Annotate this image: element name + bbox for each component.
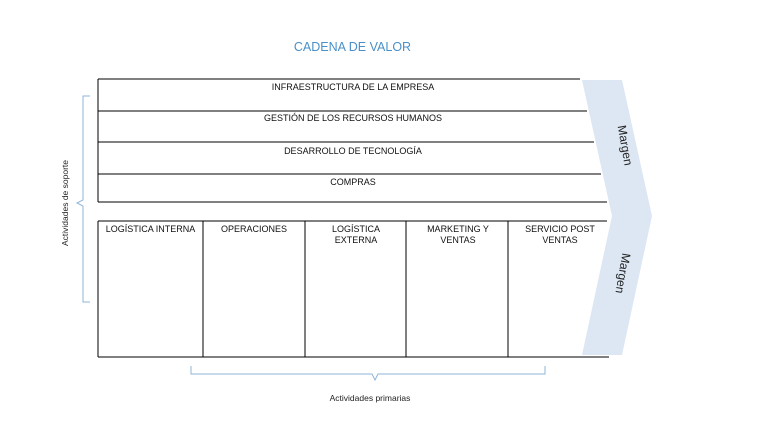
support-row-hr: GESTIÓN DE LOS RECURSOS HUMANOS xyxy=(263,113,443,123)
support-bracket xyxy=(77,96,90,302)
primary-activities-label: Actividades primarias xyxy=(329,393,411,403)
primary-post-sales-service: SERVICIO POST VENTAS xyxy=(525,224,595,245)
support-row-infrastructure: INFRAESTRUCTURA DE LA EMPRESA xyxy=(271,82,435,92)
margin-label-bottom: Margen xyxy=(612,252,634,295)
primary-bracket xyxy=(191,366,545,380)
support-row-procurement: COMPRAS xyxy=(330,177,376,187)
margin-label-top: Margen xyxy=(614,124,636,167)
diagram-title: CADENA DE VALOR xyxy=(293,40,412,54)
primary-operations: OPERACIONES xyxy=(220,224,287,234)
support-row-technology: DESARROLLO DE TECNOLOGÍA xyxy=(284,146,422,156)
primary-inbound-logistics: LOGÍSTICA INTERNA xyxy=(105,224,196,234)
primary-marketing-sales: MARKETING Y VENTAS xyxy=(427,224,489,245)
support-activities-label: Actividades de soporte xyxy=(60,160,70,246)
primary-outbound-logistics: LOGÍSTICA EXTERNA xyxy=(331,224,380,245)
